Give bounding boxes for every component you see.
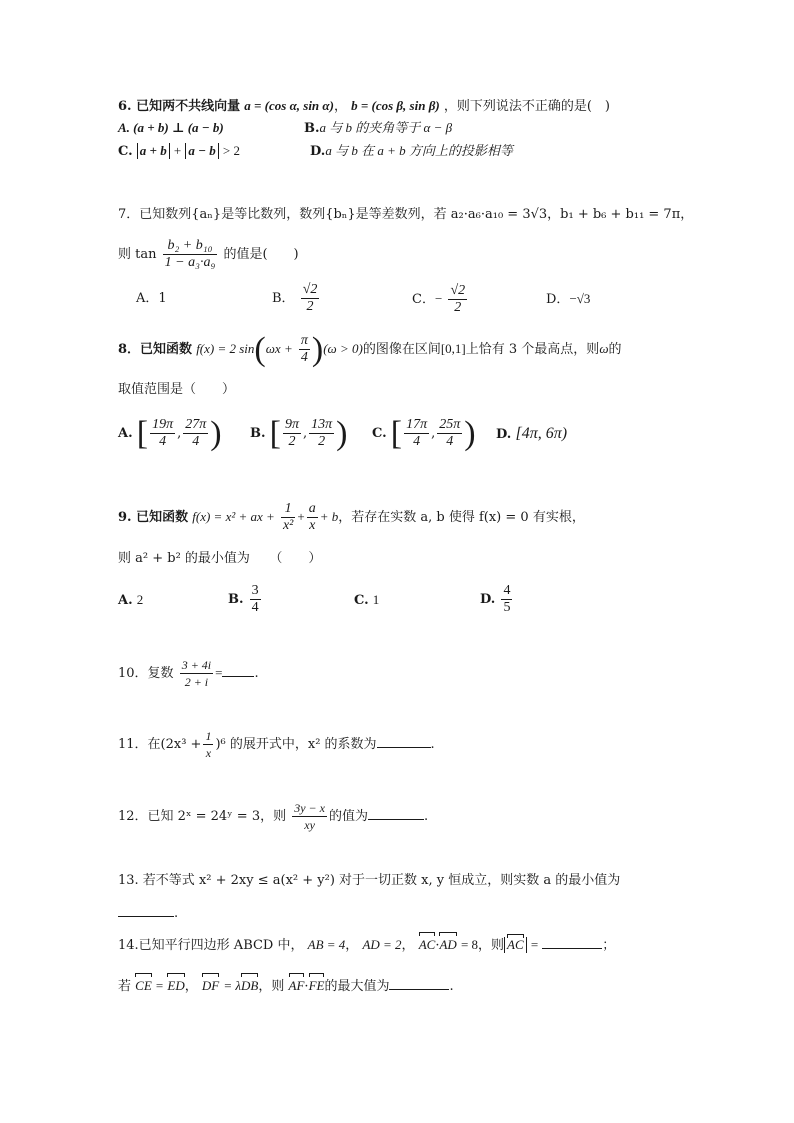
q8-option-c-n2: 25π <box>439 417 461 432</box>
q14-end: . <box>449 979 454 994</box>
q9-func-pre: f(x) = x² + ax + <box>192 509 275 524</box>
q9-option-c <box>354 590 379 611</box>
q7-option-b-frac <box>301 282 320 315</box>
q14-dot-value: = 8 <box>460 937 479 952</box>
q6-option-d-label: D. <box>310 144 326 159</box>
q9-frac1-num: 1 <box>281 501 295 518</box>
q8-option-b-label: B. <box>250 426 266 441</box>
q9-func-post: + b <box>319 509 339 524</box>
q14-line2: 若 CE = ED， DF = λDB，则 AF·FE的最大值为 . <box>118 975 454 997</box>
q13-end: . <box>174 906 179 921</box>
q7-option-b-label: B． <box>272 291 295 306</box>
q7-ask-post: 的值是( ) <box>223 247 299 262</box>
q9-plus: + <box>297 509 305 524</box>
q9-option-d-den: 5 <box>503 600 511 615</box>
q14-vec-ce: CE <box>135 976 152 996</box>
q12-den: xy <box>304 818 315 832</box>
q7-ask-line <box>118 238 299 272</box>
q9-option-d-num: 4 <box>503 583 511 598</box>
q8-option-b-d2: 2 <box>318 434 326 449</box>
q14-semicolon: ； <box>602 938 616 953</box>
q8-option-d <box>496 424 567 445</box>
q7-option-d-value: −√3 <box>569 291 591 306</box>
q9-stem-post: ，若存在实数 a, b 使得 f(x) = 0 有实根， <box>338 510 585 525</box>
q8-option-b-d1: 2 <box>288 434 296 449</box>
q6-option-c-label: C. <box>118 144 133 159</box>
q8-arg-pre: ωx + <box>265 341 293 356</box>
q14-vec-ac: AC <box>419 935 436 955</box>
q14-vec-ad: AD <box>439 935 456 955</box>
q8-option-b: B. [ $\frac{9\pi}{2}$ , $\frac{13\pi}{2}$ ) <box>250 414 348 452</box>
q6-option-b: a 与 b 的夹角等于 α − β <box>319 120 453 135</box>
q7-option-c-label: C． <box>412 292 435 307</box>
q14-ask1-pre: ，则 <box>478 938 505 953</box>
q8-option-b-n2: 13π <box>311 417 333 432</box>
q6-option-d: a 与 b 在 a + b 方向上的投影相等 <box>325 143 513 158</box>
q12-post: 的值为 <box>328 809 368 824</box>
q14-line1: 14.已知平行四边形 ABCD 中， AB = 4， AD = 2， AC·AD = 8，则 AC = ； <box>118 934 615 956</box>
q8-stem-end: 的 <box>608 342 622 357</box>
q6-option-c-line: C. a + b + a − b > 2 <box>118 143 240 159</box>
q10-answer-blank[interactable] <box>222 662 254 677</box>
q6-stem-tail: ，则下列说法不正确的是( ) <box>443 99 610 114</box>
q8-option-c-n1: 17π <box>406 417 428 432</box>
q14-answer-blank-2[interactable] <box>389 975 449 990</box>
q12-answer-blank[interactable] <box>368 805 424 820</box>
q9-option-a <box>118 590 143 611</box>
q8-stem-tail: 上恰有 3 个最高点，则 <box>465 342 600 357</box>
q7-stem: 7．已知数列{aₙ}是等比数列，数列{bₙ}是等差数列，若 a₂·a₆·a₁₀ = 3√3，b₁ + b₆ + b₁₁ = 7π， <box>118 207 694 222</box>
q8-omega: ω <box>599 341 609 356</box>
q14-l2-post: 的最大值为 <box>324 979 390 994</box>
q7-option-c-frac <box>448 283 467 316</box>
q9-frac2-num: a <box>308 501 316 516</box>
q7-frac-num: b₂ + b₁₀ <box>163 238 218 255</box>
q11-answer-blank[interactable] <box>377 733 431 748</box>
q6-options-row1 <box>118 118 224 139</box>
q10-line <box>118 656 259 691</box>
q7-frac-den: 1 − a₃·a₉ <box>164 255 216 270</box>
q8-option-c-d1: 4 <box>413 434 421 449</box>
q7-option-c <box>412 282 469 317</box>
q6-vector-b: b = (cos β, sin β) <box>351 98 440 113</box>
q7-option-b <box>272 282 321 316</box>
q13-answer-blank[interactable] <box>118 902 174 917</box>
q7-option-a <box>136 282 167 316</box>
q12-end: . <box>424 809 429 824</box>
q6-option-c-abs2: a − b <box>185 143 218 159</box>
q7-option-d <box>546 282 590 317</box>
q9-option-d <box>480 580 514 620</box>
q11-line <box>118 728 435 762</box>
q9-line2: 则 a² + b² 的最小值为 （ ） <box>118 551 322 566</box>
q14-abs-ac <box>504 937 527 953</box>
q14-vec-ed: ED <box>167 976 184 996</box>
q11-pre: 11．在(2x³ + <box>118 737 202 752</box>
q14-eq2: = λ <box>223 978 242 993</box>
q10-equals: = <box>215 665 223 680</box>
q9-option-b <box>228 580 263 620</box>
q8-stem-pre: 8．已知函数 <box>118 342 193 357</box>
q14-abs-ac-value: AC <box>507 937 524 952</box>
q6-stem-line: 6. 已知两不共线向量 a = (cos α, sin α)， b = (cos β, sin β) ，则下列说法不正确的是( ) <box>118 98 610 114</box>
q6-option-a: A. (a + b) ⊥ (a − b) <box>118 120 224 135</box>
q8-option-a-label: A. <box>118 426 133 441</box>
q9-option-b-num: 3 <box>251 583 259 598</box>
q14-vec-af: AF <box>289 976 305 996</box>
q7-option-b-den: 2 <box>306 299 314 314</box>
q8-interval: [0,1] <box>440 341 466 356</box>
q8-option-c-d2: 4 <box>446 434 454 449</box>
q6-option-d-line <box>310 141 513 162</box>
q14-vec-df: DF <box>202 976 219 996</box>
q11-den: x <box>205 746 212 760</box>
q8-option-a-n1: 19π <box>152 417 174 432</box>
q8-option-c: C. [ $\frac{17\pi}{4}$ , $\frac{25\pi}{4}$ ) <box>372 414 476 452</box>
q8-condition: (ω > 0) <box>323 341 363 356</box>
q9-option-b-den: 4 <box>251 600 259 615</box>
q6-vector-a: a = (cos α, sin α) <box>244 98 334 113</box>
q9-frac2-den: x <box>309 518 316 533</box>
q10-pre: 10．复数 <box>118 666 174 681</box>
q9-frac1-den: x² <box>282 518 294 533</box>
q9-option-d-label: D. <box>480 592 496 607</box>
q8-stem-post: 的图像在区间 <box>362 342 441 357</box>
q14-answer-blank-1[interactable] <box>542 934 602 949</box>
q6-option-c-tail: > 2 <box>222 143 240 158</box>
q10-num: 3 + 4i <box>181 658 212 672</box>
q6-option-b-label: B. <box>304 121 320 136</box>
q8-option-c-label: C. <box>372 426 387 441</box>
q8-option-a-d1: 4 <box>159 434 167 449</box>
q7-option-c-num: √2 <box>450 283 466 298</box>
q13-line2 <box>118 902 178 924</box>
q8-line2: 取值范围是（ ） <box>118 382 236 397</box>
q12-num: 3y − x <box>294 801 325 815</box>
q8-option-a-n2: 27π <box>185 417 207 432</box>
q14-l2-mid: ，则 <box>258 979 285 994</box>
q9-stem-pre: 9. 已知函数 <box>118 510 189 525</box>
q6-option-c-abs1: a + b <box>137 143 170 159</box>
q14-ask1-equals: = <box>530 937 539 952</box>
q8-option-d-label: D. <box>496 427 512 442</box>
q7-option-a-label: A． <box>136 291 159 306</box>
q11-end: . <box>430 737 435 752</box>
q8-arg-num: π <box>300 333 308 348</box>
q7-option-b-num: √2 <box>302 282 318 297</box>
q8-option-b-n1: 9π <box>284 417 299 432</box>
q6-option-b-line <box>304 118 452 139</box>
q9-option-c-value: 1 <box>372 592 380 607</box>
q7-option-c-sign: − <box>434 291 443 306</box>
q12-pre: 12．已知 2ˣ = 24ʸ = 3，则 <box>118 809 287 824</box>
q14-l2-pre: 若 <box>118 979 132 994</box>
q7-option-a-value: 1 <box>158 291 167 306</box>
q11-num: 1 <box>205 729 212 743</box>
q8-arg-frac <box>299 333 310 366</box>
q11-exp: )⁶ 的展开式中，x² 的系数为 <box>215 737 377 752</box>
q8-function: f(x) = 2 sin <box>196 341 255 356</box>
q14-cond-ab: AB = 4 <box>307 937 346 952</box>
q9-option-a-label: A. <box>118 593 133 608</box>
q9-option-a-value: 2 <box>136 592 144 607</box>
q6-stem: 6. 已知两不共线向量 <box>118 99 241 114</box>
q7-ask-pre: 则 tan <box>118 247 157 262</box>
q8-option-a: A. [ $\frac{19\pi}{4}$ , $\frac{27\pi}{4}$ ) <box>118 414 222 452</box>
q14-vec-db: DB <box>241 976 258 996</box>
q9-option-b-label: B. <box>228 592 244 607</box>
q9-option-c-label: C. <box>354 593 369 608</box>
q14-cond-ad: AD = 2 <box>362 937 402 952</box>
q10-end: . <box>254 666 259 681</box>
q14-pre: 14.已知平行四边形 ABCD 中， <box>118 938 304 953</box>
q7-fraction <box>163 238 218 271</box>
q8-option-a-d2: 4 <box>192 434 200 449</box>
q14-eq1: = <box>155 978 164 993</box>
q10-den: 2 + i <box>184 675 209 689</box>
q7-option-c-den: 2 <box>454 300 462 315</box>
q13-line1: 13. 若不等式 x² + 2xy ≤ a(x² + y²) 对于一切正数 x, y 恒成立，则实数 a 的最小值为 <box>118 873 621 888</box>
q7-option-d-label: D． <box>546 292 570 307</box>
q8-arg-den: 4 <box>300 350 308 365</box>
q9-stem-line <box>118 500 585 535</box>
q12-line <box>118 800 428 834</box>
q8-stem-line: 8．已知函数 f(x) = 2 sin(ωx + $\frac{\pi}{4}$ )(ω > 0)的图像在区间[0,1]上恰有 3 个最高点，则ω的 <box>118 330 622 368</box>
q8-option-d-value: [4π, 6π) <box>515 425 568 442</box>
q14-vec-fe: FE <box>309 976 325 996</box>
